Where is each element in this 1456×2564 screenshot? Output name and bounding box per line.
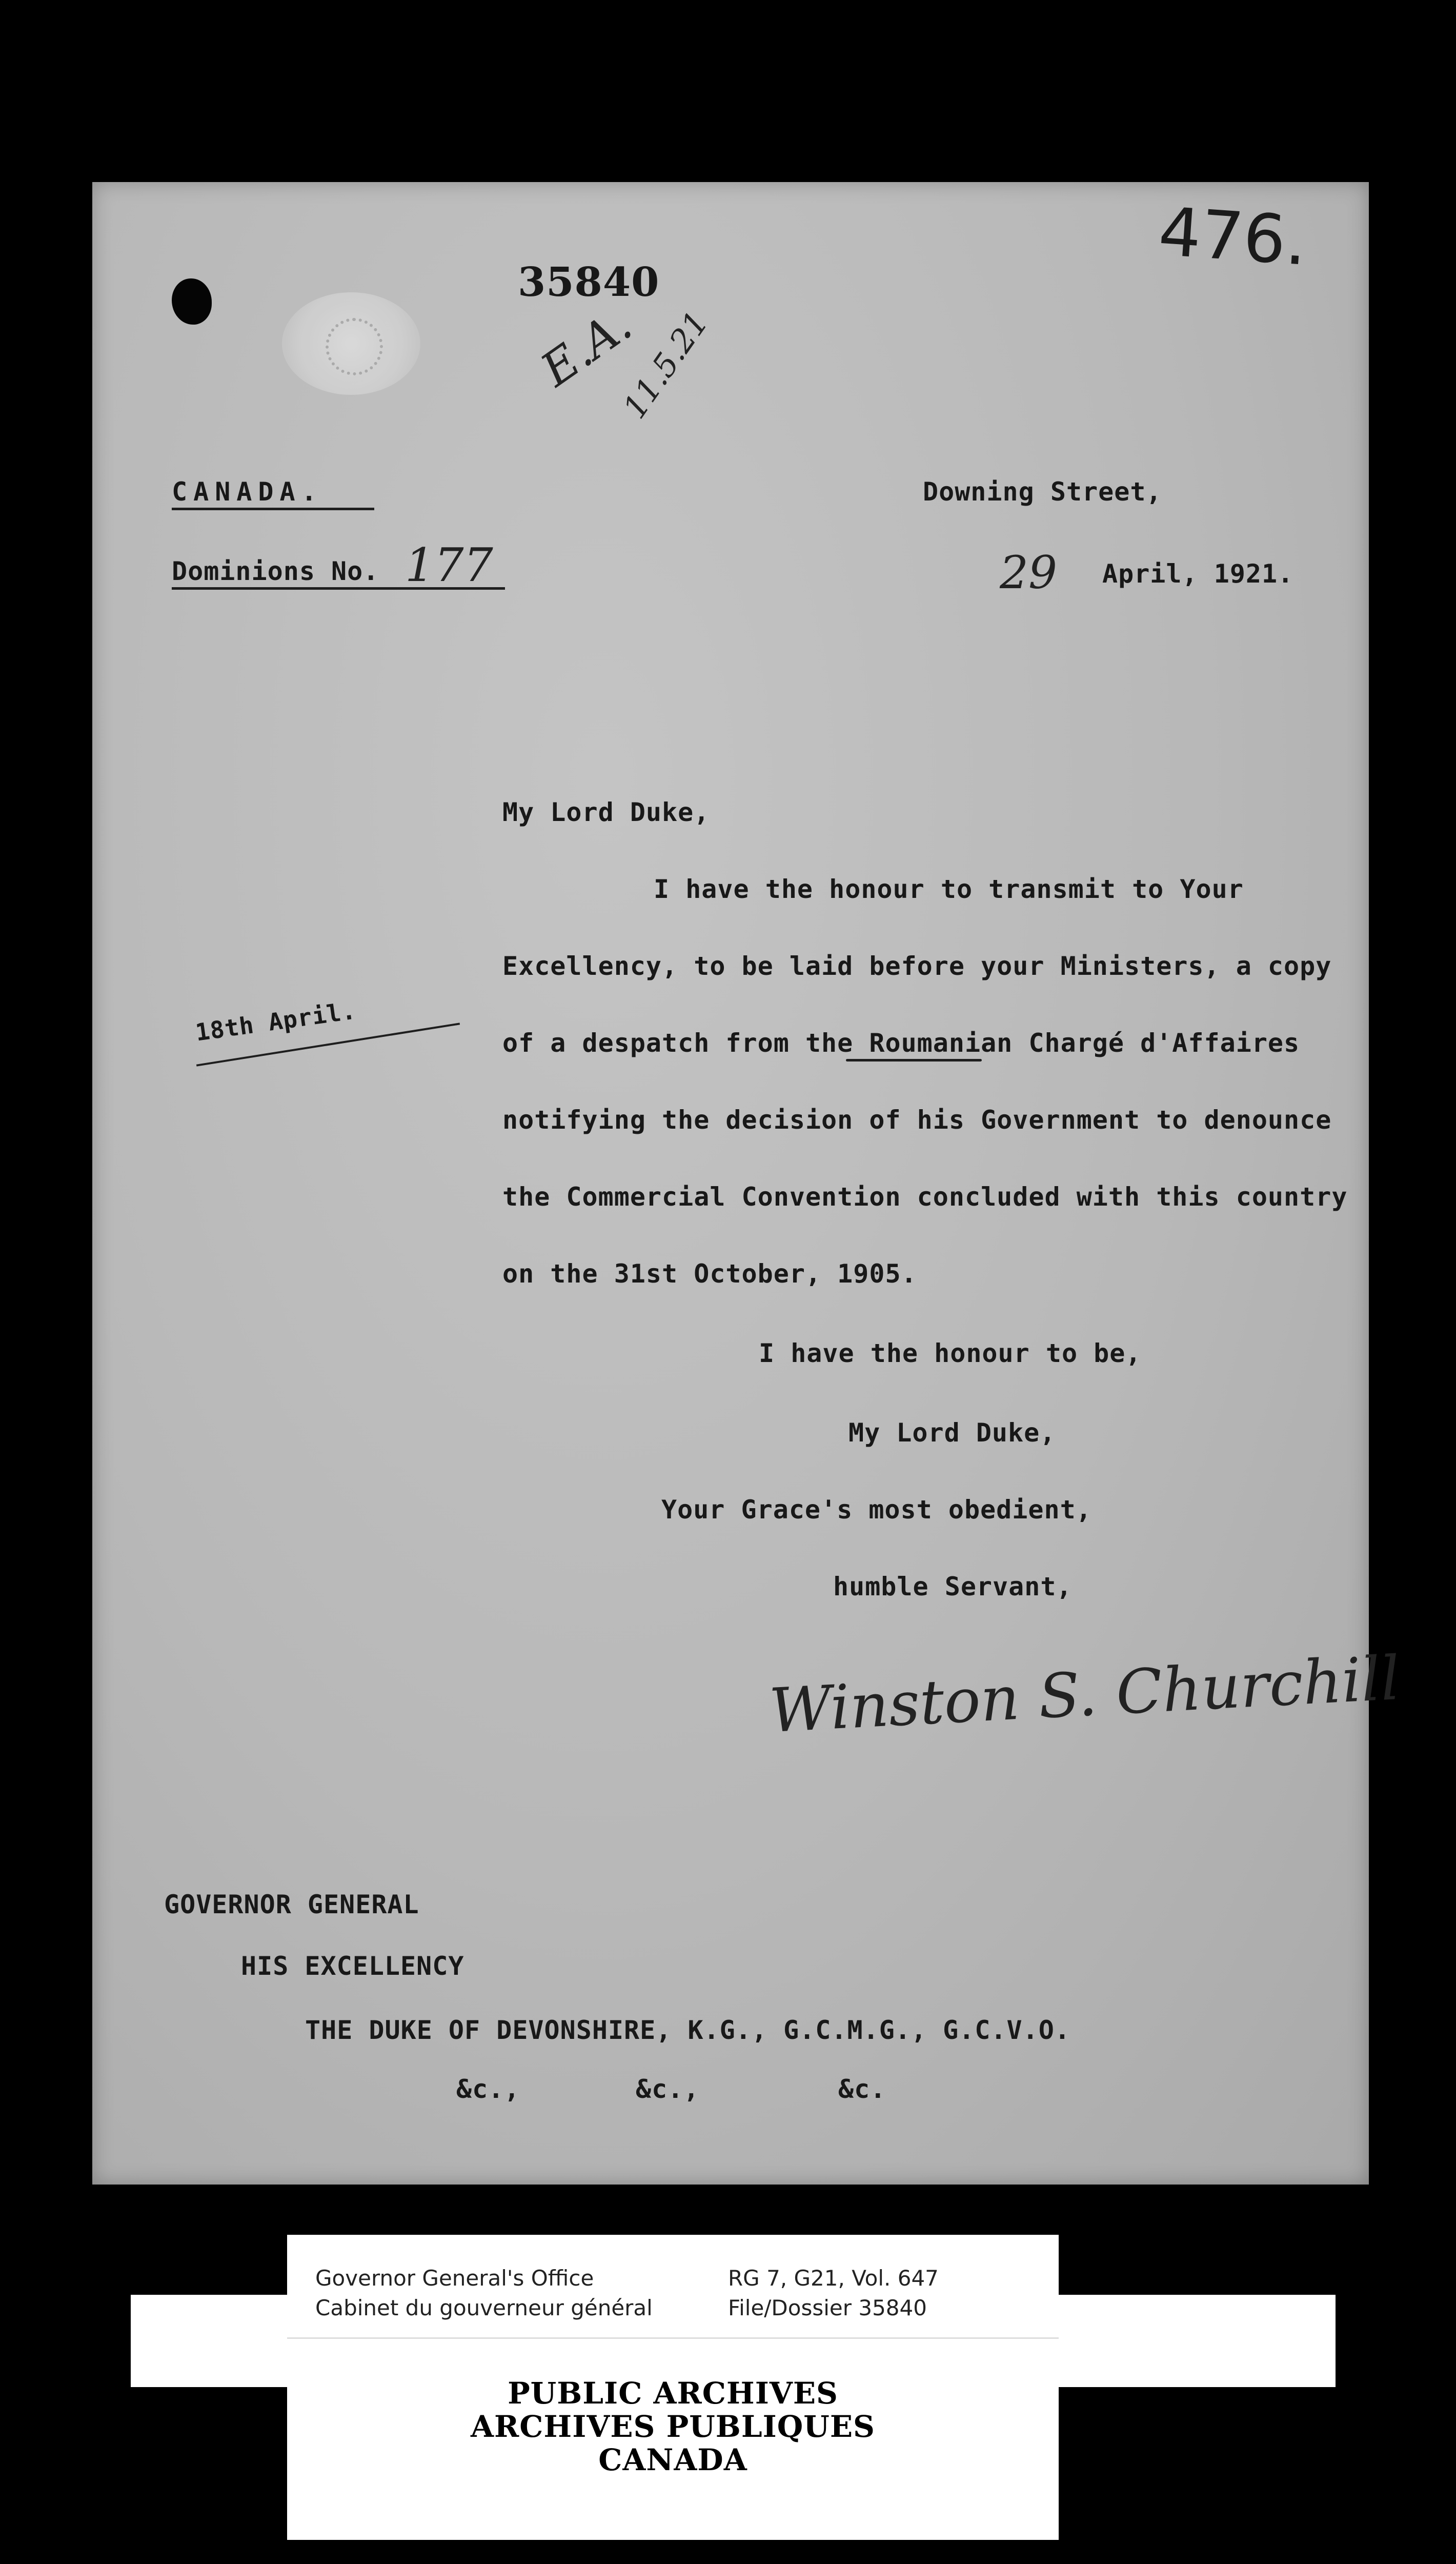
body-line: on the 31st October, 1905. [502, 1259, 917, 1289]
country-heading: CANADA. [172, 477, 323, 507]
margin-note: 18th April. [193, 996, 358, 1047]
signature: Winston S. Churchill [767, 1642, 1402, 1747]
closing-line: humble Servant, [833, 1572, 1073, 1601]
archive-file: File/Dossier 35840 [728, 2295, 927, 2320]
dominions-number: 177 [405, 538, 493, 592]
closing-line: I have the honour to be, [759, 1338, 1142, 1368]
date-day: 29 [1000, 546, 1057, 599]
archive-reference: RG 7, G21, Vol. 647 [728, 2266, 939, 2291]
file-number-stamp: 35840 [518, 259, 660, 306]
page-number-handwritten: 476. [1156, 192, 1310, 281]
embossed-seal-icon [282, 292, 420, 395]
initials-handwritten: E.A. [531, 297, 642, 397]
archive-title-line: ARCHIVES PUBLIQUES [471, 2409, 875, 2444]
body-line: of a despatch from the Roumanian Chargé d'Affaires [502, 1028, 1300, 1058]
letter-page [92, 182, 1402, 2185]
archive-title-line: CANADA [598, 2442, 747, 2477]
roumanian-underline [846, 1059, 982, 1061]
etc-mark: &c., [636, 2074, 700, 2104]
closing-line: Your Grace's most obedient, [661, 1495, 1092, 1525]
etc-mark: &c. [838, 2074, 886, 2104]
salutation: My Lord Duke, [502, 797, 710, 827]
stamp-divider [287, 2337, 1059, 2339]
etc-mark: &c., [456, 2074, 520, 2104]
dominions-label: Dominions No. [172, 556, 379, 586]
archive-stamp [287, 2235, 1059, 2540]
archive-strip-right [1059, 2295, 1336, 2387]
archive-title-line: PUBLIC ARCHIVES [508, 2376, 838, 2411]
office-english: Governor General's Office [315, 2266, 594, 2291]
body-line: I have the honour to transmit to Your [654, 874, 1244, 904]
date-handwritten: 11.5.21 [615, 304, 716, 426]
addressee-line: GOVERNOR GENERAL [164, 1890, 419, 1919]
addressee-line: HIS EXCELLENCY [241, 1951, 464, 1981]
body-line: Excellency, to be laid before your Ministers, a copy [502, 951, 1332, 981]
address-line: Downing Street, [923, 477, 1162, 507]
office-french: Cabinet du gouverneur général [315, 2295, 653, 2320]
body-line: notifying the decision of his Government to denounce [502, 1105, 1332, 1135]
date-month-year: April, 1921. [1102, 559, 1294, 589]
closing-line: My Lord Duke, [848, 1418, 1056, 1448]
body-line: the Commercial Convention concluded with this country [502, 1182, 1348, 1212]
addressee-line: THE DUKE OF DEVONSHIRE, K.G., G.C.M.G., G.C.V.O. [305, 2015, 1070, 2045]
punch-hole [172, 278, 212, 325]
archive-strip-left [131, 2295, 287, 2387]
country-underline [172, 508, 374, 510]
